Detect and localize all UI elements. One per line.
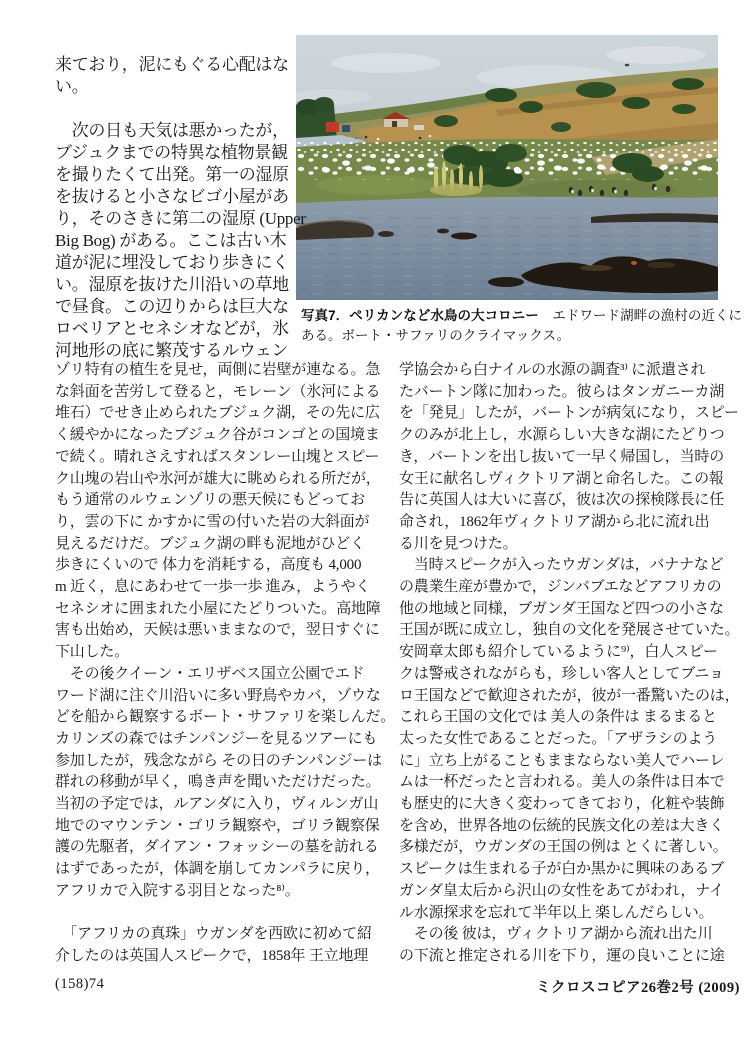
- text-line: を「発見」したが，バートンが病気になり，スピー: [399, 405, 739, 422]
- page-number: (158)74: [55, 976, 105, 992]
- caption-label: 写真7．: [301, 308, 350, 323]
- text-line: どを船から観察するボート・サファリを楽しんだ。: [55, 709, 396, 726]
- text-line: ワード湖に注ぐ川沿いに多い野鳥やカバ，ゾウな: [55, 687, 381, 704]
- text-line: もう通常のルウェンゾリの悪天候にもどってお: [55, 492, 365, 509]
- text-line: 次の日も天気は悪かったが，: [55, 121, 289, 140]
- text-line: [55, 98, 307, 120]
- text-line: で昼食。この辺りからは巨大な: [55, 297, 289, 316]
- journal-issue-footer: ミクロスコピア26巻2号 (2009): [535, 980, 740, 996]
- text-line: の下流と推定される川を下り，運の良いことに途: [399, 947, 725, 964]
- text-line: 道が泥に埋没しており歩きにく: [55, 253, 289, 272]
- text-line: ロベリアとセネシオなどが，氷: [55, 319, 289, 338]
- text-line: 下山した。: [55, 644, 130, 661]
- text-line: 女王に献名しヴィクトリア湖と命名した。この報: [399, 470, 724, 487]
- text-line: [55, 903, 393, 925]
- pelican-colony-photo: [296, 35, 718, 300]
- text-line: ムは一杯だったと言われる。美人の条件は日本で: [399, 774, 725, 791]
- caption-title: ペリカンなど水鳥の大コロニー: [349, 308, 539, 323]
- text-line: な斜面を苦労して登ると，モレーン（氷河による: [55, 383, 381, 400]
- text-line: で続く。晴れさえすればスタンレー山塊とスピー: [55, 448, 380, 465]
- text-line: 他の地域と同様，ブガンダ王国など四つの小さな: [399, 600, 724, 617]
- text-line: 来ており，泥にもぐる心配はな: [55, 55, 289, 74]
- text-line: スピークは生まれる子が白か黒かに興味のあるブ: [399, 861, 725, 878]
- text-line: 介したのは英国人スピークで，1858年 王立地理: [55, 947, 369, 964]
- left-column-upper: [55, 54, 307, 362]
- text-line: アフリカで入院する羽目となった⁸⁾。: [55, 882, 300, 899]
- text-line: 「アフリカの真珠」ウガンダを西欧に初めて紹: [55, 926, 372, 943]
- text-line: を撮りたくて出発。第一の湿原: [55, 165, 289, 184]
- text-line: を抜けると小さなビゴ小屋があ: [55, 187, 289, 206]
- text-line: ク山塊の岩山や氷河が雄大に眺められる所だが，: [55, 470, 381, 487]
- figure-photo: [296, 35, 718, 300]
- text-line: 王国が既に成立し，独自の文化を発展させていた。: [399, 622, 740, 639]
- text-line: その後 彼は，ヴィクトリア湖から流れ出た川: [399, 926, 713, 943]
- text-line: き，バートンを出し抜いて一早く帰国し，当時の: [399, 448, 725, 465]
- text-line: セネシオに囲まれた小屋にたどりついた。高地障: [55, 600, 381, 617]
- figure-caption: [301, 306, 742, 346]
- text-line: 見えるだけだ。ブジュク湖の畔も泥地がひどく: [55, 535, 365, 552]
- text-line: クは警戒されながらも，珍しい客人としてブニョ: [399, 665, 724, 682]
- text-line: Big Bog) がある。ここは古い木: [55, 231, 287, 250]
- text-line: これら王国の文化では 美人の条件は まるまると: [399, 709, 717, 726]
- text-line: 河地形の底に繁茂するルウェン: [55, 341, 289, 360]
- text-line: く緩やかになったブジュク谷がコンゴとの国境ま: [55, 427, 380, 444]
- text-line: り，雲の下に かすかに雪の付いた岩の大斜面が: [55, 513, 370, 530]
- right-column: [399, 360, 747, 968]
- text-line: を含め，世界各地の伝統的民族文化の差は大きく: [399, 817, 725, 834]
- text-line: 当時スピークが入ったウガンダは，バナナなど: [399, 557, 724, 574]
- left-column-lower: [55, 360, 396, 968]
- text-line: 護の先駆者，ダイアン・フォッシーの墓を訪れる: [55, 839, 379, 856]
- text-line: 学協会から白ナイルの水源の調査³⁾ に派遣され: [399, 362, 706, 378]
- text-line: の農業生産が豊かで，ジンバブエなどアフリカの: [399, 579, 722, 596]
- text-line: 多様だが，ウガンダの王国の例は とくに著しい。: [399, 839, 728, 856]
- text-line: に」立ち上がることもままならない美人でハーレ: [399, 752, 725, 769]
- text-line: ガンダ皇太后から沢山の女性をあてがわれ，ナイ: [399, 882, 724, 899]
- text-line: 堆石）でせき止められたブジュク湖，その先に広: [55, 405, 380, 422]
- text-line: その後クイーン・エリザベス国立公園でエド: [55, 665, 365, 682]
- text-line: り，そのさきに第二の湿原 (Upper: [55, 209, 306, 228]
- text-line: 当初の予定では，ルアンダに入り，ヴィルンガ山: [55, 796, 379, 813]
- text-line: はずであったが，体調を崩してカンパラに戻り，: [55, 861, 380, 878]
- text-line: ブジュクまでの特異な植物景観: [55, 143, 288, 162]
- text-line: m 近く，息にあわせて一歩一歩 進み，ようやく: [55, 579, 371, 596]
- text-line: る川を見つけた。: [399, 535, 518, 552]
- text-line: カリンズの森ではチンパンジーを見るツアーにも: [55, 730, 378, 747]
- text-line: い。湿原を抜けた川沿いの草地: [55, 275, 289, 294]
- text-line: 太った女性であることだった。「アザラシのよう: [399, 730, 718, 747]
- text-line: 群れの移動が早く，鳴き声を聞いただけだった。: [55, 774, 381, 791]
- text-line: ル水源探求を忘れて半年以上 楽しんだらしい。: [399, 904, 714, 921]
- text-line: 歩きにくいので 体力を消耗する，高度も 4,000: [55, 557, 362, 574]
- caption-text: エドワード湖畔の漁村の近くにある。ボート・サファリのクライマックス。: [301, 308, 743, 343]
- text-line: ゾリ特有の植生を見せ，両側に岩壁が連なる。急: [55, 362, 381, 378]
- text-line: 害も出始め，天候は悪いままなので，翌日すぐに: [55, 622, 380, 639]
- text-line: クのみが北上し，水源らしい大きな湖にたどりつ: [399, 427, 725, 444]
- text-line: い。: [55, 77, 89, 96]
- text-line: たバートン隊に加わった。彼らはタンガニーカ湖: [399, 383, 725, 400]
- text-line: も歴史的に大きく変わってきており，化粧や装飾: [399, 796, 725, 813]
- text-line: 安岡章太郎も紹介しているように⁹⁾，白人スピー: [399, 644, 718, 661]
- text-line: 参加したが，残念ながら その日のチンパンジーは: [55, 752, 382, 769]
- text-line: 告に英国人は大いに喜び，彼は次の探検隊長に任: [399, 492, 725, 509]
- text-line: 命され，1862年ヴィクトリア湖から北に流れ出: [399, 513, 710, 530]
- text-line: ロ王国などで歓迎されたが，彼が一番驚いたのは，: [399, 687, 740, 704]
- text-line: 地でのマウンテン・ゴリラ観察や，ゴリラ観察保: [55, 817, 380, 834]
